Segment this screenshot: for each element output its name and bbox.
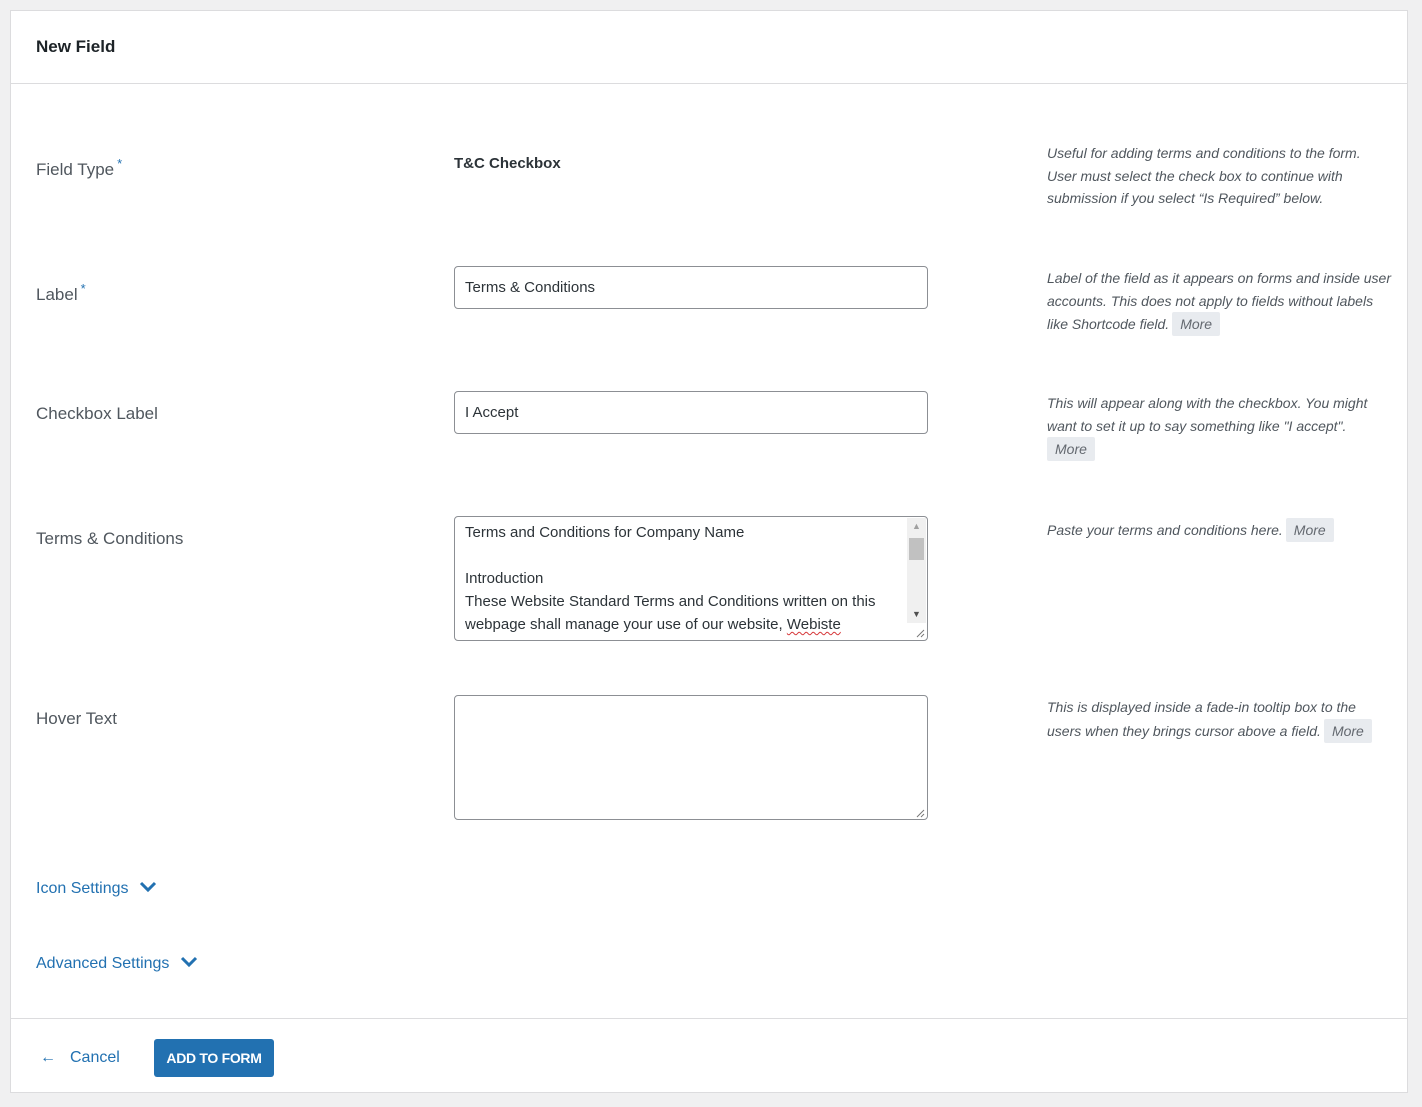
terms-textarea-content <box>465 521 903 636</box>
checkbox-label-help-text: This will appear along with the checkbox. You might want to set it up to say something like "I accept". <box>1047 395 1368 434</box>
panel-header <box>11 11 1407 84</box>
icon-settings-label: Icon Settings <box>36 880 129 897</box>
advanced-settings-toggle[interactable] <box>36 955 198 973</box>
required-asterisk: * <box>80 281 86 296</box>
checkbox-label-help <box>1047 392 1392 461</box>
resize-grip-icon[interactable] <box>915 628 925 638</box>
label-help <box>1047 267 1392 336</box>
misspelled-word: Webiste <box>786 616 841 633</box>
panel-footer <box>11 1018 1407 1093</box>
field-type-help-text: Useful for adding terms and conditions to the form. User must select the check box to continue with submission if you select “Is Required” below. <box>1047 145 1361 206</box>
label-more-button[interactable]: More <box>1172 312 1220 336</box>
hover-text-more-button[interactable]: More <box>1324 719 1372 743</box>
terms-help-text: Paste your terms and conditions here. <box>1047 522 1283 538</box>
hover-text-help-text: This is displayed inside a fade-in tooltip box to the users when they brings cursor above a field. <box>1047 699 1356 739</box>
terms-more-button[interactable]: More <box>1286 518 1334 542</box>
terms-textarea[interactable] <box>454 516 928 641</box>
terms-line: These Website Standard Terms and Conditions written on this <box>465 593 876 610</box>
terms-scrollbar[interactable] <box>907 518 926 623</box>
field-type-help <box>1047 142 1392 210</box>
label-input[interactable]: Terms & Conditions <box>454 266 928 309</box>
icon-settings-toggle[interactable] <box>36 880 157 898</box>
checkbox-label-more-button[interactable]: More <box>1047 437 1095 461</box>
scroll-down-arrow-icon[interactable]: ▼ <box>912 609 921 619</box>
label-help-text: Label of the field as it appears on forms and inside user accounts. This does not apply to fields without labels like Shortcode field. <box>1047 270 1391 332</box>
label-field-label-text: Label <box>36 285 78 304</box>
cancel-link[interactable] <box>40 1049 120 1067</box>
arrow-left-icon: ← <box>40 1049 56 1066</box>
panel-title: New Field <box>36 37 116 56</box>
checkbox-label-field-label: Checkbox Label <box>36 404 158 423</box>
new-field-panel <box>10 10 1408 1093</box>
hover-text-textarea[interactable] <box>454 695 928 820</box>
terms-line: webpage shall manage your use of our website, <box>465 616 787 633</box>
chevron-down-icon <box>139 881 157 893</box>
checkbox-label-input[interactable]: I Accept <box>454 391 928 434</box>
terms-line-blank <box>465 544 903 567</box>
advanced-settings-label: Advanced Settings <box>36 955 170 972</box>
scroll-up-arrow-icon[interactable]: ▲ <box>912 521 921 531</box>
terms-line: Terms and Conditions for Company Name <box>465 524 745 541</box>
field-type-label-text: Field Type <box>36 160 115 179</box>
hover-text-field-label: Hover Text <box>36 709 117 728</box>
terms-line: Introduction <box>465 570 544 587</box>
chevron-down-icon <box>180 956 198 968</box>
terms-help <box>1047 518 1392 542</box>
required-asterisk: * <box>117 156 123 171</box>
field-type-label <box>36 156 123 180</box>
cancel-label: Cancel <box>70 1049 120 1066</box>
field-type-value: T&C Checkbox <box>454 155 561 172</box>
hover-text-help <box>1047 696 1392 743</box>
resize-grip-icon[interactable] <box>915 808 925 818</box>
scroll-thumb[interactable] <box>909 538 924 560</box>
add-to-form-button[interactable]: ADD TO FORM <box>154 1039 274 1077</box>
label-field-label <box>36 281 86 305</box>
terms-field-label: Terms & Conditions <box>36 529 184 548</box>
